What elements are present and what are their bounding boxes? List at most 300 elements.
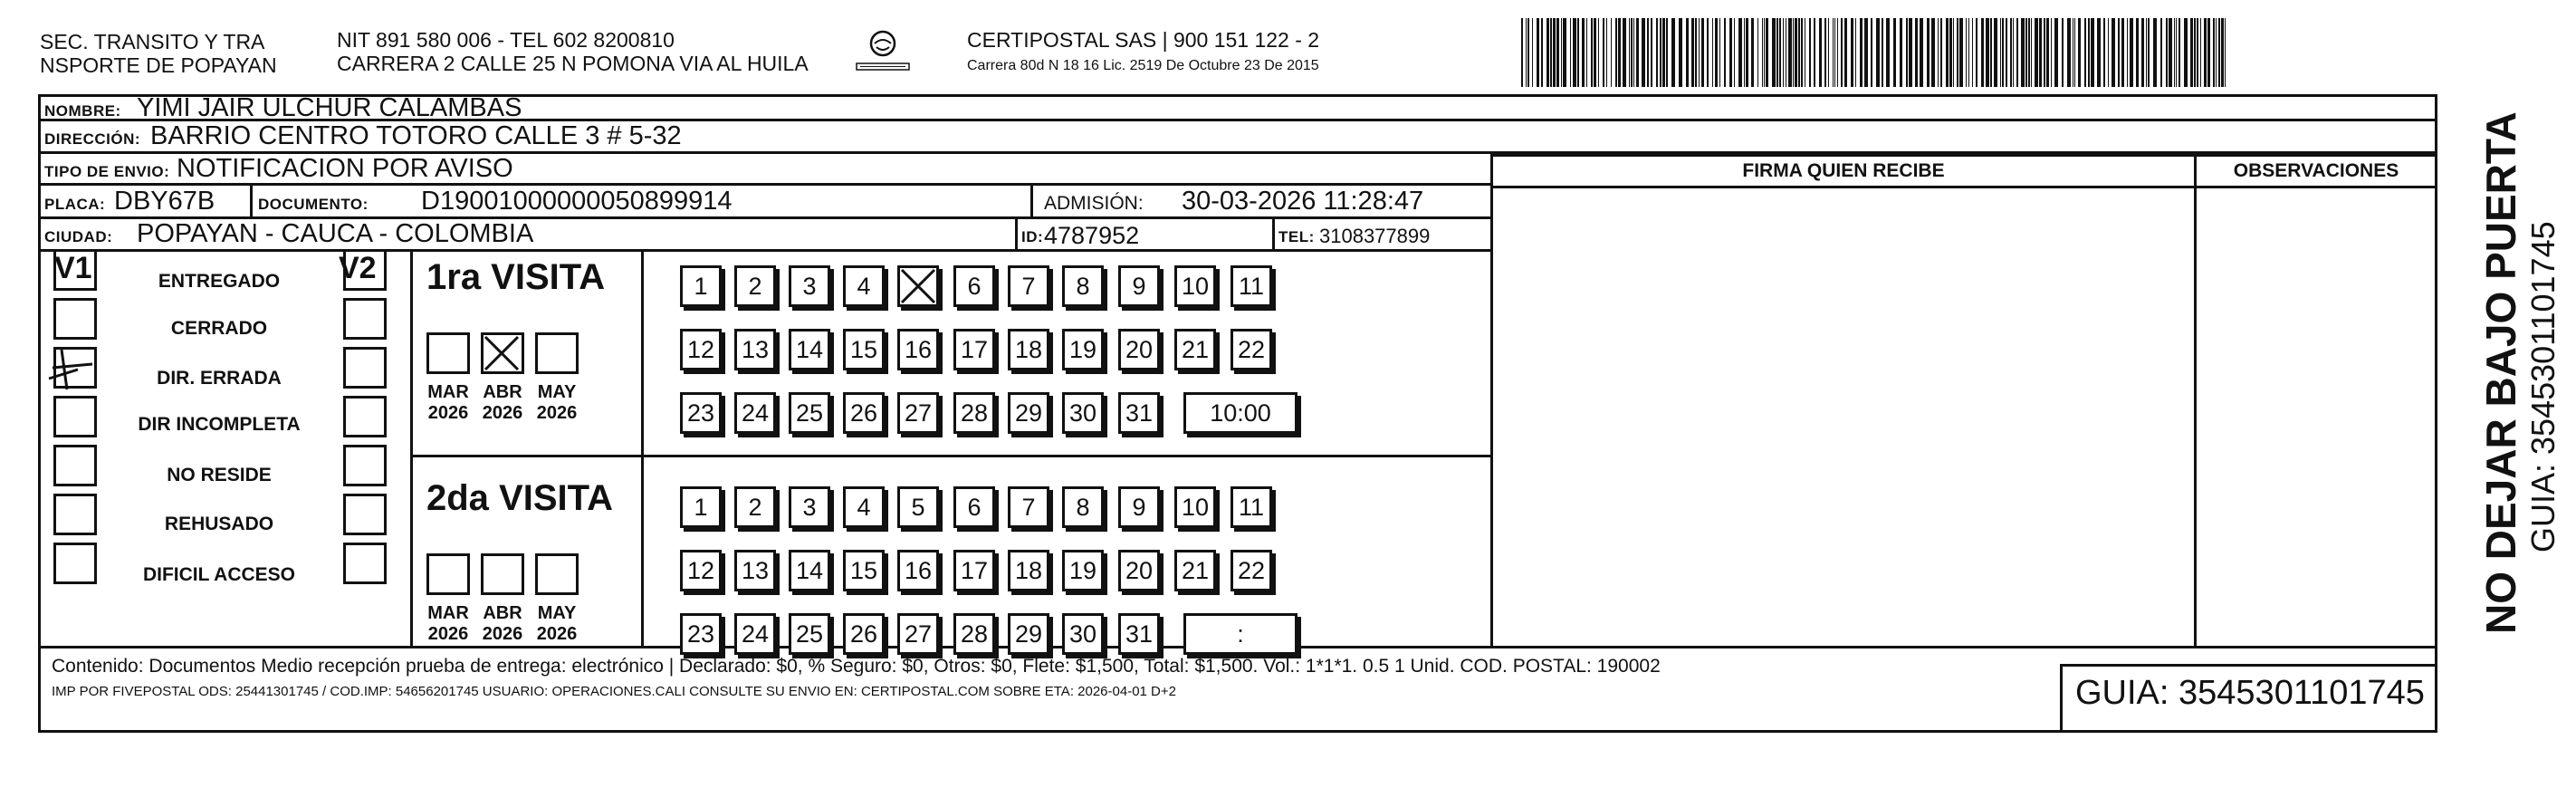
barcode-bar — [1699, 18, 1700, 87]
day-box[interactable]: 22 — [1231, 550, 1272, 591]
barcode-bar — [1757, 18, 1758, 87]
day-box[interactable]: 1 — [680, 265, 722, 307]
barcode-bar — [1738, 18, 1742, 87]
barcode-bar — [1882, 18, 1883, 87]
barcode-bar — [1949, 18, 1952, 87]
barcode-bar — [1809, 18, 1811, 87]
barcode-bar — [1541, 18, 1543, 87]
x-mark-icon — [484, 335, 520, 371]
ciudad-label: CIUDAD: — [44, 228, 113, 245]
barcode-bar — [1931, 18, 1935, 87]
barcode-bar — [2010, 18, 2012, 87]
day-box[interactable]: 20 — [1118, 329, 1160, 370]
day-box[interactable]: 14 — [789, 550, 830, 591]
day-box[interactable]: 29 — [1008, 392, 1049, 434]
barcode-bar — [1814, 18, 1815, 87]
month-checkbox[interactable] — [535, 553, 579, 595]
firma-header: FIRMA QUIEN RECIBE — [1742, 160, 1945, 181]
firma-signature-area[interactable] — [1493, 188, 2194, 648]
barcode-bar — [2108, 18, 2109, 87]
v2-checkbox[interactable] — [343, 298, 387, 340]
barcode-bar — [2078, 18, 2081, 87]
barcode-bar — [1651, 18, 1652, 87]
barcode-bar — [1798, 18, 1800, 87]
barcode-bar — [1906, 18, 1908, 87]
v2-checkbox[interactable] — [343, 543, 387, 584]
day-box[interactable]: 10 — [1174, 265, 1216, 307]
day-box[interactable]: 28 — [953, 392, 995, 434]
barcode-bar — [2054, 18, 2058, 87]
day-box[interactable]: 2 — [734, 265, 776, 307]
barcode-bar — [1795, 18, 1797, 87]
barcode-bar — [1712, 18, 1713, 87]
nombre-label: NOMBRE: — [44, 102, 121, 120]
month-checkbox[interactable] — [426, 553, 470, 595]
v2-checkbox[interactable] — [343, 347, 387, 389]
admision-value: 30-03-2026 11:28:47 — [1182, 187, 1424, 216]
month-name: ABR — [483, 382, 522, 402]
month-label — [525, 382, 589, 424]
v1-checkbox[interactable] — [53, 249, 97, 291]
barcode-bar — [2046, 18, 2049, 87]
barcode-bar — [1959, 18, 1963, 87]
courier-line-1: CERTIPOSTAL SAS | 900 151 122 - 2 — [967, 28, 1320, 52]
footer-imp: IMP POR FIVEPOSTAL ODS: 25441301745 / COD.IMP: 54656201745 USUARIO: OPERACIONES.CALI CONSULTE SU ENVIO EN: CERTIPOSTAL.COM SOBRE ETA: 2026-04-01 D+2 — [52, 684, 1176, 699]
barcode-bar — [1744, 18, 1745, 87]
barcode-bar — [1729, 18, 1732, 87]
day-box[interactable]: 9 — [1118, 486, 1160, 528]
barcode-bar — [1631, 18, 1633, 87]
month-year: 2026 — [482, 624, 523, 644]
barcode-bar — [2118, 18, 2120, 87]
barcode-icon — [1521, 18, 2229, 87]
day-box[interactable]: 2 — [734, 486, 776, 528]
barcode-bar — [2091, 18, 2094, 87]
id-label: ID: — [1021, 228, 1044, 245]
barcode-bar — [1844, 18, 1847, 87]
day-box[interactable]: 24 — [734, 613, 776, 655]
courier-line-2: Carrera 80d N 18 16 Lic. 2519 De Octubre 23 De 2015 — [967, 58, 1319, 73]
barcode-bar — [1563, 18, 1566, 87]
barcode-bar — [1691, 18, 1694, 87]
barcode-bar — [1594, 18, 1596, 87]
barcode-bar — [1994, 18, 1997, 87]
nombre-row — [41, 93, 2435, 122]
barcode-bar — [2103, 18, 2105, 87]
day-box[interactable]: 15 — [843, 550, 885, 591]
documento-value: D19001000000050899914 — [421, 187, 733, 216]
barcode-bar — [1647, 18, 1649, 87]
barcode-bar — [2174, 18, 2175, 87]
barcode-bar — [1550, 18, 1552, 87]
barcode-bar — [2025, 18, 2027, 87]
month-checkbox[interactable] — [426, 332, 470, 374]
barcode-bar — [2204, 18, 2207, 87]
barcode-bar — [1582, 18, 1585, 87]
status-label: REHUSADO — [164, 514, 274, 534]
barcode-bar — [1598, 18, 1599, 87]
barcode-bar — [1968, 18, 1969, 87]
barcode-bar — [2200, 18, 2201, 87]
observaciones-header: OBSERVACIONES — [2233, 160, 2399, 181]
barcode-bar — [2179, 18, 2180, 87]
no-dejar-bajo-puerta-label: NO DEJAR BAJO PUERTA — [2477, 111, 2524, 634]
barcode-bar — [2148, 18, 2150, 87]
barcode-bar — [2000, 18, 2001, 87]
month-label — [525, 603, 589, 645]
certipostal-logo-icon — [851, 27, 915, 78]
barcode-bar — [1851, 18, 1853, 87]
v2-checkbox[interactable] — [343, 445, 387, 486]
barcode-bar — [1972, 18, 1973, 87]
day-box[interactable]: 1 — [680, 486, 722, 528]
barcode-bar — [1783, 18, 1784, 87]
day-box[interactable]: 22 — [1231, 329, 1272, 370]
barcode-bar — [1915, 18, 1918, 87]
day-box[interactable]: 26 — [843, 613, 885, 655]
month-checkbox[interactable] — [481, 553, 524, 595]
barcode-bar — [1762, 18, 1763, 87]
barcode-bar — [2084, 18, 2086, 87]
placa-value: DBY67B — [114, 187, 215, 216]
barcode-bar — [1679, 18, 1682, 87]
day-box[interactable]: 12 — [680, 329, 722, 370]
barcode-bar — [1618, 18, 1621, 87]
status-label: CERRADO — [170, 318, 268, 339]
barcode-bar — [1577, 18, 1579, 87]
day-box[interactable]: 13 — [734, 550, 776, 591]
barcode-bar — [1724, 18, 1726, 87]
v2-checkbox[interactable] — [343, 249, 387, 291]
status-label: DIR INCOMPLETA — [138, 414, 301, 435]
observaciones-area[interactable] — [2197, 188, 2435, 648]
day-box[interactable]: 5 — [897, 486, 939, 528]
barcode-bar — [1876, 18, 1880, 87]
barcode-bar — [1527, 18, 1529, 87]
barcode-bar — [1766, 18, 1768, 87]
barcode-bar — [1920, 18, 1923, 87]
barcode-bar — [1746, 18, 1748, 87]
id-value: 4787952 — [1044, 222, 1140, 249]
v1-checkbox[interactable] — [53, 298, 97, 340]
shipping-form — [38, 94, 2437, 733]
month-year: 2026 — [536, 403, 578, 423]
barcode-bar — [2146, 18, 2147, 87]
day-box[interactable]: 27 — [897, 392, 939, 434]
day-box[interactable]: 6 — [953, 265, 995, 307]
barcode-bar — [1946, 18, 1949, 87]
barcode-bar — [2127, 18, 2128, 87]
barcode-bar — [2221, 18, 2224, 87]
day-box[interactable]: 14 — [789, 329, 830, 370]
nit-line: NIT 891 580 006 - TEL 602 8200810 — [337, 28, 675, 52]
barcode-bar — [1837, 18, 1838, 87]
status-label: DIR. ERRADA — [157, 368, 282, 389]
barcode-bar — [2021, 18, 2025, 87]
barcode-bar — [1819, 18, 1822, 87]
barcode-bar — [1940, 18, 1942, 87]
barcode-bar — [2051, 18, 2052, 87]
side-guia-number: GUIA: 3545301101745 — [2524, 221, 2562, 552]
barcode-bar — [1537, 18, 1539, 87]
barcode-bar — [1642, 18, 1645, 87]
visit-time-box[interactable]: : — [1183, 613, 1298, 655]
barcode-bar — [2067, 18, 2071, 87]
month-checkbox[interactable] — [535, 332, 579, 374]
day-box[interactable]: 28 — [953, 613, 995, 655]
barcode-bar — [1611, 18, 1612, 87]
barcode-bar — [1547, 18, 1549, 87]
barcode-bar — [1841, 18, 1843, 87]
barcode-bar — [1521, 18, 1523, 87]
barcode-bar — [1666, 18, 1668, 87]
day-box[interactable]: 29 — [1008, 613, 1049, 655]
barcode-bar — [1900, 18, 1902, 87]
barcode-bar — [1586, 18, 1587, 87]
status-label: ENTREGADO — [158, 271, 281, 292]
day-box[interactable]: 21 — [1174, 329, 1216, 370]
barcode-bar — [2088, 18, 2090, 87]
visit-time-box[interactable]: 10:00 — [1183, 392, 1298, 434]
v1-heading: V1 — [54, 251, 92, 285]
sender-line-2: NSPORTE DE POPAYAN — [40, 53, 277, 77]
barcode-bar — [2016, 18, 2018, 87]
month-checkbox[interactable] — [481, 332, 524, 374]
barcode-bar — [1636, 18, 1639, 87]
day-box[interactable]: 24 — [734, 392, 776, 434]
v1-checkbox[interactable] — [53, 445, 97, 486]
barcode-bar — [1591, 18, 1593, 87]
placa-label: PLACA: — [44, 196, 106, 213]
barcode-bar — [1776, 18, 1778, 87]
day-box[interactable]: 8 — [1062, 265, 1104, 307]
day-box[interactable]: 7 — [1008, 265, 1049, 307]
barcode-bar — [1986, 18, 1989, 87]
day-box[interactable]: 16 — [897, 329, 939, 370]
barcode-bar — [1864, 18, 1868, 87]
day-box[interactable]: 27 — [897, 613, 939, 655]
barcode-bar — [2197, 18, 2198, 87]
day-box[interactable]: 30 — [1062, 392, 1104, 434]
barcode-bar — [2153, 18, 2157, 87]
sender-address: CARRERA 2 CALLE 25 N POMONA VIA AL HUILA — [337, 52, 809, 75]
barcode-bar — [1603, 18, 1604, 87]
barcode-bar — [1779, 18, 1781, 87]
placa-row — [41, 186, 1493, 219]
barcode-bar — [1719, 18, 1720, 87]
barcode-bar — [1734, 18, 1735, 87]
barcode-bar — [2213, 18, 2215, 87]
tipo-envio-row — [41, 154, 1493, 186]
day-box[interactable]: 19 — [1062, 329, 1104, 370]
barcode-bar — [2062, 18, 2064, 87]
barcode-bar — [1855, 18, 1856, 87]
barcode-bar — [1606, 18, 1607, 87]
barcode-bar — [2006, 18, 2007, 87]
barcode-bar — [1695, 18, 1697, 87]
barcode-bar — [1701, 18, 1704, 87]
month-name: ABR — [483, 603, 522, 623]
footer-guia: GUIA: 3545301101745 — [2075, 674, 2425, 712]
barcode-bar — [1834, 18, 1835, 87]
day-box[interactable]: 23 — [680, 613, 722, 655]
month-year: 2026 — [482, 403, 523, 423]
barcode-bar — [2035, 18, 2038, 87]
barcode-bar — [1927, 18, 1930, 87]
barcode-bar — [2130, 18, 2133, 87]
day-box[interactable]: 15 — [843, 329, 885, 370]
barcode-bar — [2002, 18, 2004, 87]
day-box[interactable]: 18 — [1008, 329, 1049, 370]
day-box[interactable]: 8 — [1062, 486, 1104, 528]
day-box[interactable]: 4 — [843, 486, 885, 528]
v2-checkbox[interactable] — [343, 396, 387, 437]
barcode-bar — [1662, 18, 1665, 87]
barcode-bar — [2216, 18, 2217, 87]
visit-1-title: 1ra VISITA — [426, 257, 606, 297]
day-box[interactable]: 11 — [1231, 265, 1272, 307]
barcode-bar — [1893, 18, 1896, 87]
barcode-bar — [1938, 18, 1939, 87]
barcode-bar — [1981, 18, 1984, 87]
day-box[interactable]: 19 — [1062, 550, 1104, 591]
day-box[interactable]: 7 — [1008, 486, 1049, 528]
day-box[interactable]: 9 — [1118, 265, 1160, 307]
v1-checkbox[interactable] — [53, 494, 97, 535]
barcode-bar — [1764, 18, 1765, 87]
barcode-bar — [1707, 18, 1709, 87]
footer-contenido: Contenido: Documentos Medio recepción prueba de entrega: electrónico | Declarado: $0, % Seguro: $0, Otros: $0, Flete: $1,500, Total: $1,500. Vol.: 1*1*1. 0.5 1 Unid. COD. POSTAL: 190002 — [52, 656, 1661, 677]
day-box[interactable]: 3 — [789, 265, 830, 307]
handwritten-mark-icon — [45, 344, 100, 395]
month-name: MAR — [427, 382, 469, 402]
month-year: 2026 — [427, 624, 469, 644]
day-box[interactable]: 23 — [680, 392, 722, 434]
day-box[interactable]: 25 — [789, 613, 830, 655]
barcode-bar — [2013, 18, 2014, 87]
day-box[interactable]: 13 — [734, 329, 776, 370]
barcode-bar — [2112, 18, 2115, 87]
tel-label: TEL: — [1278, 228, 1315, 245]
barcode-bar — [2225, 18, 2226, 87]
barcode-bar — [1966, 18, 1967, 87]
v1-checkbox[interactable] — [53, 543, 97, 584]
barcode-bar — [1909, 18, 1912, 87]
barcode-bar — [2218, 18, 2220, 87]
ciudad-value: POPAYAN - CAUCA - COLOMBIA — [137, 219, 534, 248]
barcode-bar — [1526, 18, 1527, 87]
v1-checkbox[interactable] — [53, 347, 97, 389]
day-box[interactable] — [897, 265, 939, 307]
footer-guia-box — [2060, 664, 2435, 733]
direccion-value: BARRIO CENTRO TOTORO CALLE 3 # 5-32 — [150, 121, 682, 150]
day-box[interactable]: 3 — [789, 486, 830, 528]
sender-line-1: SEC. TRANSITO Y TRA — [40, 30, 265, 53]
barcode-bar — [2136, 18, 2139, 87]
day-box[interactable]: 30 — [1062, 613, 1104, 655]
barcode-bar — [1671, 18, 1675, 87]
day-box[interactable]: 4 — [843, 265, 885, 307]
barcode-bar — [1656, 18, 1658, 87]
barcode-bar — [1686, 18, 1689, 87]
barcode-bar — [2190, 18, 2193, 87]
barcode-bar — [1833, 18, 1834, 87]
tipo-envio-value: NOTIFICACION POR AVISO — [177, 154, 513, 183]
v2-checkbox[interactable] — [343, 494, 387, 535]
barcode-bar — [2176, 18, 2177, 87]
day-box[interactable]: 25 — [789, 392, 830, 434]
barcode-bar — [1788, 18, 1792, 87]
barcode-bar — [1871, 18, 1872, 87]
day-box[interactable]: 18 — [1008, 550, 1049, 591]
day-box[interactable]: 17 — [953, 550, 995, 591]
barcode-bar — [2039, 18, 2042, 87]
barcode-bar — [1801, 18, 1803, 87]
day-box[interactable]: 20 — [1118, 550, 1160, 591]
barcode-bar — [2097, 18, 2101, 87]
barcode-bar — [2074, 18, 2075, 87]
barcode-bar — [2194, 18, 2196, 87]
barcode-bar — [1715, 18, 1718, 87]
barcode-bar — [1772, 18, 1776, 87]
day-box[interactable]: 12 — [680, 550, 722, 591]
barcode-bar — [2031, 18, 2032, 87]
v1-checkbox[interactable] — [53, 396, 97, 437]
status-label: DIFICIL ACCESO — [142, 564, 295, 585]
barcode-bar — [1556, 18, 1559, 87]
tipo-envio-label: TIPO DE ENVIO: — [44, 163, 170, 180]
month-name: MAY — [537, 603, 577, 623]
barcode-bar — [2184, 18, 2188, 87]
day-box[interactable]: 31 — [1118, 392, 1160, 434]
barcode-bar — [2121, 18, 2124, 87]
barcode-bar — [1860, 18, 1863, 87]
v2-heading: V2 — [339, 251, 377, 285]
barcode-bar — [1553, 18, 1556, 87]
day-box[interactable]: 6 — [953, 486, 995, 528]
barcode-bar — [1570, 18, 1571, 87]
barcode-bar — [1976, 18, 1977, 87]
barcode-bar — [1623, 18, 1626, 87]
visit-2-title: 2da VISITA — [426, 478, 613, 518]
day-box[interactable]: 31 — [1118, 613, 1160, 655]
barcode-bar — [1824, 18, 1826, 87]
barcode-bar — [1561, 18, 1562, 87]
barcode-bar — [1953, 18, 1954, 87]
admision-label: ADMISIÓN: — [1044, 193, 1144, 214]
day-box[interactable]: 17 — [953, 329, 995, 370]
barcode-bar — [1751, 18, 1754, 87]
barcode-bar — [1828, 18, 1829, 87]
barcode-bar — [2169, 18, 2172, 87]
day-box[interactable]: 10 — [1174, 486, 1216, 528]
barcode-bar — [2044, 18, 2045, 87]
barcode-bar — [1990, 18, 1992, 87]
day-box[interactable]: 11 — [1231, 486, 1272, 528]
day-box[interactable]: 26 — [843, 392, 885, 434]
day-box[interactable]: 16 — [897, 550, 939, 591]
month-name: MAR — [427, 603, 469, 623]
nombre-value: YIMI JAIR ULCHUR CALAMBAS — [137, 93, 522, 122]
barcode-bar — [1660, 18, 1661, 87]
month-name: MAY — [537, 382, 577, 402]
barcode-bar — [1793, 18, 1794, 87]
status-label: NO RESIDE — [167, 465, 272, 485]
barcode-bar — [2028, 18, 2030, 87]
barcode-bar — [2207, 18, 2210, 87]
documento-label: DOCUMENTO: — [258, 196, 369, 213]
day-box[interactable]: 21 — [1174, 550, 1216, 591]
